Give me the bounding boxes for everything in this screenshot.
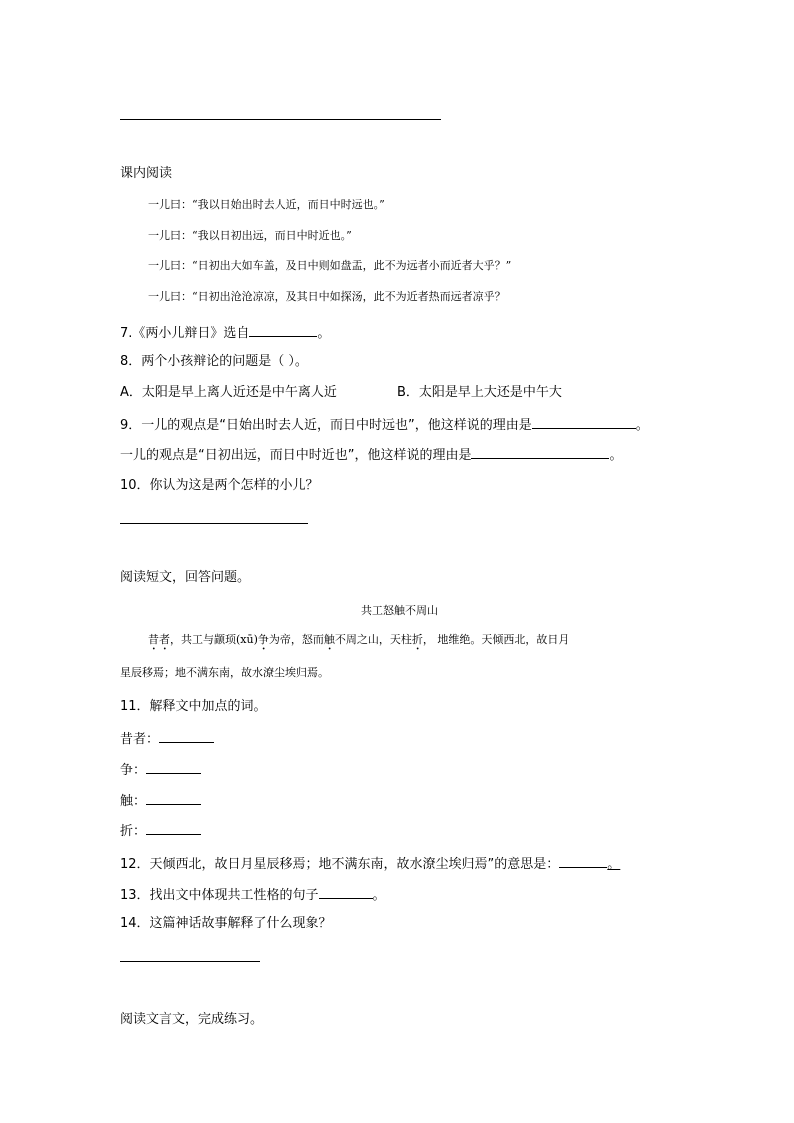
q11-item-xizhe <box>120 730 214 748</box>
answer-blank-zhe[interactable] <box>146 822 201 835</box>
section-heading-short-text: 阅读短文，回答问题。 <box>120 570 251 585</box>
question-12 <box>120 855 620 873</box>
passage-paragraph-line-1 <box>148 633 569 653</box>
question-12-end: 。 <box>607 857 621 872</box>
q11-item-label: 昔者： <box>120 732 160 747</box>
q11-item-chu <box>120 792 201 810</box>
question-9 <box>120 416 649 434</box>
passage-paragraph-line-2: 星辰移焉；地不满东南，故水潦尘埃归焉。 <box>120 666 329 679</box>
passage-segment: ， 地维绝。天倾西北，故日月 <box>422 633 570 646</box>
passage-segment: 不周之山，天柱 <box>334 633 412 646</box>
question-10: 10．你认为这是两个怎样的小儿？ <box>120 478 319 493</box>
answer-line-top <box>120 119 441 120</box>
question-9-text: 9．一儿的观点是“日始出时去人近，而日中时远也”，他这样说的理由是 <box>120 418 532 433</box>
answer-blank-zheng[interactable] <box>146 761 201 774</box>
dialogue-line-3: 一儿曰：“日初出大如车盖，及日中则如盘盂，此不为远者小而近者大乎？” <box>148 259 512 272</box>
question-9-line2 <box>120 446 623 464</box>
answer-line-q14[interactable] <box>120 961 260 962</box>
question-12-text: 12．天倾西北，故日月星辰移焉；地不满东南，故水潦尘埃归焉”的意思是： <box>120 857 560 872</box>
question-13 <box>120 886 386 904</box>
option-a: A．太阳是早上离人近还是中午离人近 <box>120 385 337 400</box>
answer-blank-chu[interactable] <box>146 792 201 805</box>
answer-blank-q7[interactable] <box>249 324 317 337</box>
dialogue-line-1: 一儿曰：“我以日始出时去人近，而日中时远也。” <box>148 198 385 211</box>
answer-line-q10[interactable] <box>120 523 308 524</box>
option-b: B．太阳是早上大还是中午大 <box>397 385 562 400</box>
answer-blank-q13[interactable] <box>319 886 373 899</box>
question-9-line2-end: 。 <box>609 448 623 463</box>
question-7-end: 。 <box>317 326 331 341</box>
keyword-zhe: 折 <box>411 633 423 646</box>
question-7 <box>120 324 330 342</box>
passage-title: 共工怒触不周山 <box>361 604 438 617</box>
q11-item-zheng <box>120 761 201 779</box>
q11-item-label: 争： <box>120 763 147 778</box>
dialogue-line-4: 一儿曰：“日初出沧沧凉凉，及其日中如探汤，此不为近者热而远者凉乎？ <box>148 290 506 303</box>
question-14: 14．这篇神话故事解释了什么现象？ <box>120 916 332 931</box>
question-11: 11．解释文中加点的词。 <box>120 699 267 714</box>
keyword-xizhe: 昔者 <box>148 633 170 646</box>
question-13-end: 。 <box>372 888 386 903</box>
q11-item-label: 触： <box>120 794 147 809</box>
answer-blank-q9b[interactable] <box>471 446 609 459</box>
question-7-text: 7.《两小儿辩日》选自 <box>120 326 250 341</box>
question-9-end: 。 <box>635 418 649 433</box>
question-9-line2-text: 一儿的观点是“日初出远，而日中时近也”，他这样说的理由是 <box>120 448 472 463</box>
section-heading-class-reading: 课内阅读 <box>120 166 173 181</box>
answer-blank-q12[interactable] <box>559 855 607 868</box>
dialogue-line-2: 一儿曰：“我以日初出远，而日中时近也。” <box>148 229 352 242</box>
answer-blank-q9a[interactable] <box>532 416 636 429</box>
question-8: 8．两个小孩辩论的问题是（ ）。 <box>120 354 308 369</box>
answer-blank-xizhe[interactable] <box>159 730 214 743</box>
keyword-zheng: 争 <box>257 633 269 646</box>
q11-item-zhe <box>120 822 201 840</box>
keyword-chu: 触 <box>323 633 335 646</box>
passage-segment: ，共工与颛顼(xū) <box>170 633 258 646</box>
question-13-text: 13．找出文中体现共工性格的句子 <box>120 888 319 903</box>
passage-segment: 为帝，怒而 <box>268 633 324 646</box>
section-heading-classical-text: 阅读文言文，完成练习。 <box>120 1012 264 1027</box>
q11-item-label: 折： <box>120 824 147 839</box>
